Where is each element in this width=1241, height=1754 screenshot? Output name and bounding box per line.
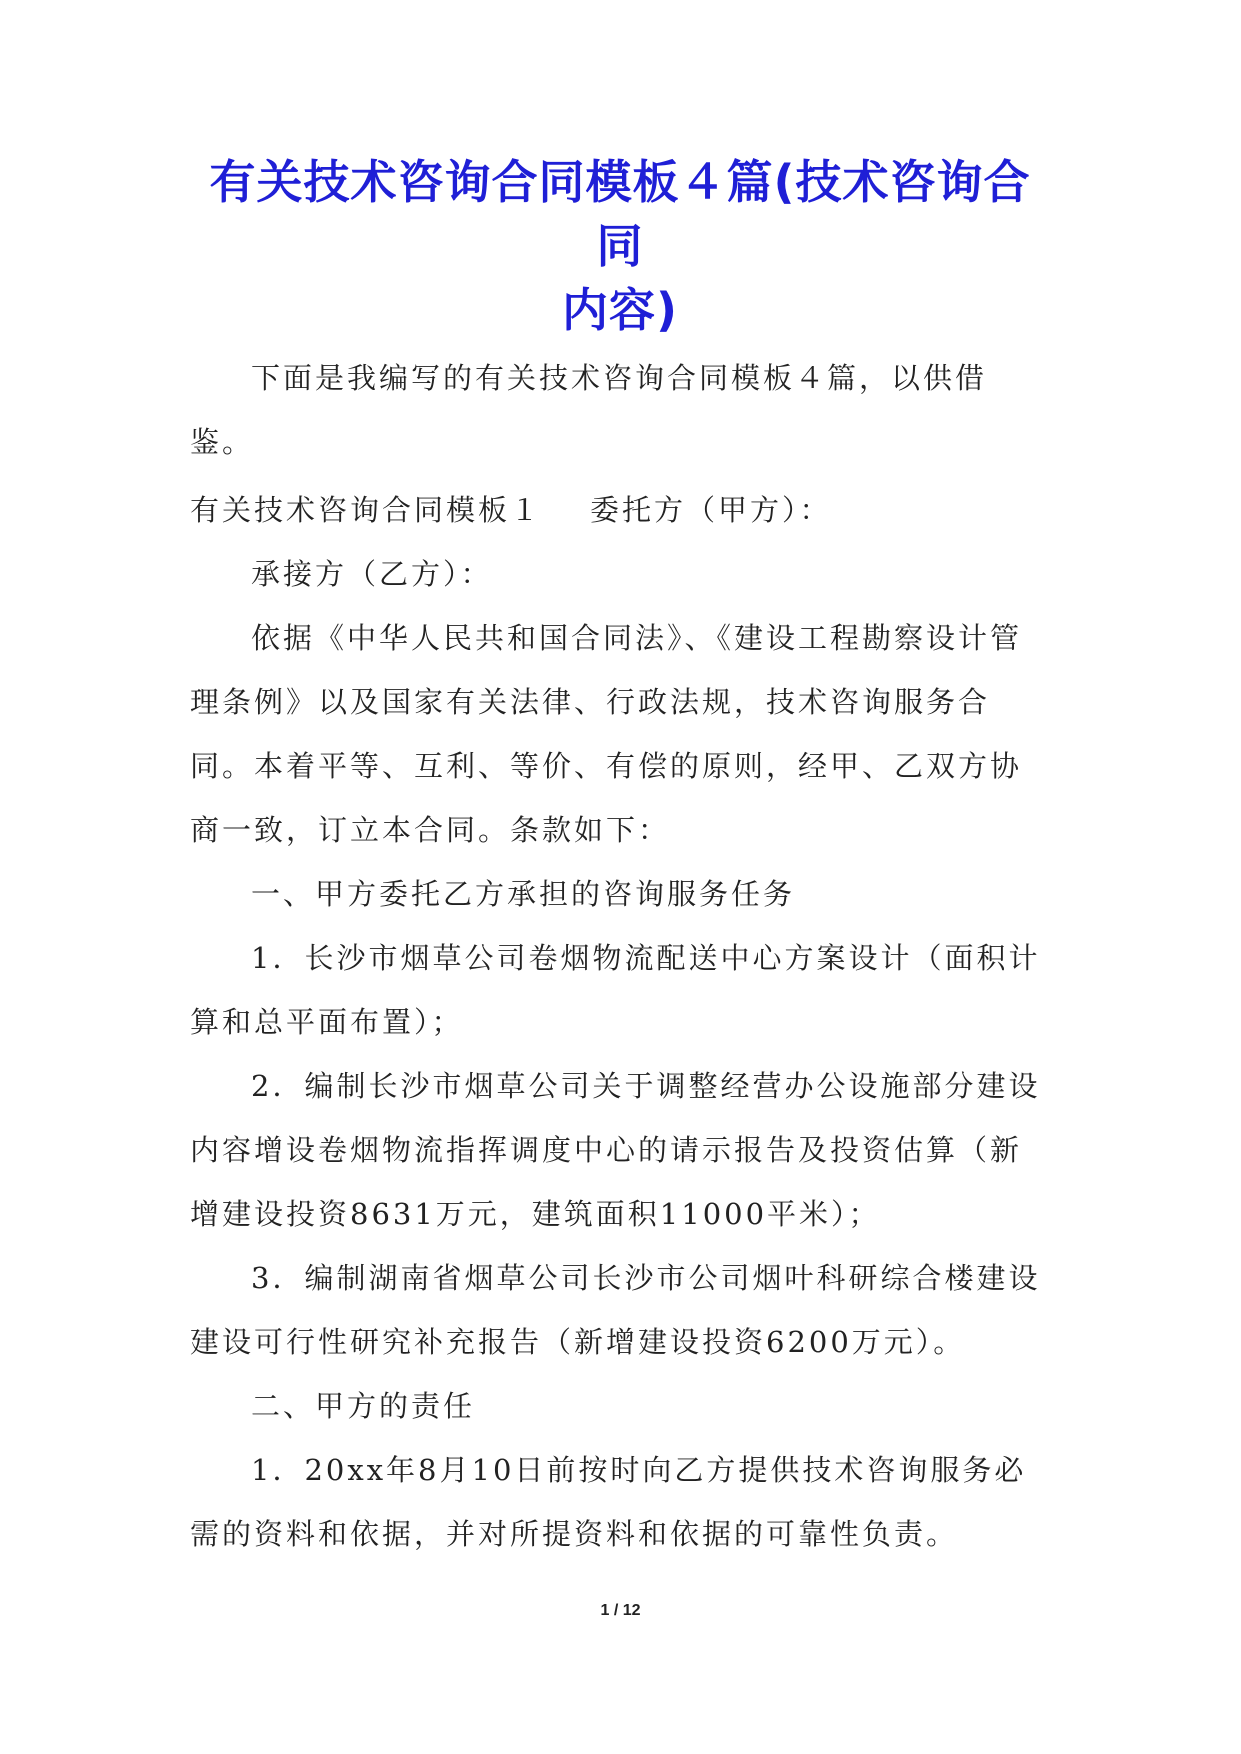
- document-body: [190, 478, 1050, 1566]
- clause-1-item-2: 2．编制长沙市烟草公司关于调整经营办公设施部分建设内容增设卷烟物流指挥调度中心的请示报告及投资估算（新增建设投资8631万元，建筑面积11000平米）；: [190, 1069, 1041, 1231]
- clause-2-item-1: 1．20xx年8月10日前按时向乙方提供技术咨询服务必需的资料和依据，并对所提资料和依据的可靠性负责。: [190, 1453, 1027, 1551]
- clause-1-item-1: 1．长沙市烟草公司卷烟物流配送中心方案设计（面积计算和总平面布置）；: [190, 941, 1041, 1039]
- basis-paragraph: 依据《中华人民共和国合同法》、《建设工程勘察设计管理条例》以及国家有关法律、行政法规，技术咨询服务合同。本着平等、互利、等价、有偿的原则，经甲、乙双方协商一致，订立本合同。条款如下：: [190, 621, 1023, 847]
- clause-2-heading: 二、甲方的责任: [251, 1389, 476, 1423]
- party-b-label: 承接方（乙方）：: [251, 557, 493, 591]
- intro-paragraph: 下面是我编写的有关技术咨询合同模板４篇，以供借鉴。: [190, 361, 988, 459]
- title-line-2: 内容): [561, 283, 679, 337]
- clause-1-item-3: 3．编制湖南省烟草公司长沙市公司烟叶科研综合楼建设建设可行性研究补充报告（新增建设投资6200万元）。: [190, 1261, 1041, 1359]
- party-a-label: 委托方（甲方）：: [590, 493, 832, 527]
- document-title: [190, 150, 1050, 342]
- section-heading-row: [190, 478, 1050, 542]
- page-number: 1 / 12: [600, 1602, 641, 1619]
- clause-1-heading: 一、甲方委托乙方承担的咨询服务任务: [251, 877, 796, 911]
- title-line-1: 有关技术咨询合同模板４篇(技术咨询合同: [209, 155, 1031, 273]
- section-heading: 有关技术咨询合同模板１: [190, 493, 543, 527]
